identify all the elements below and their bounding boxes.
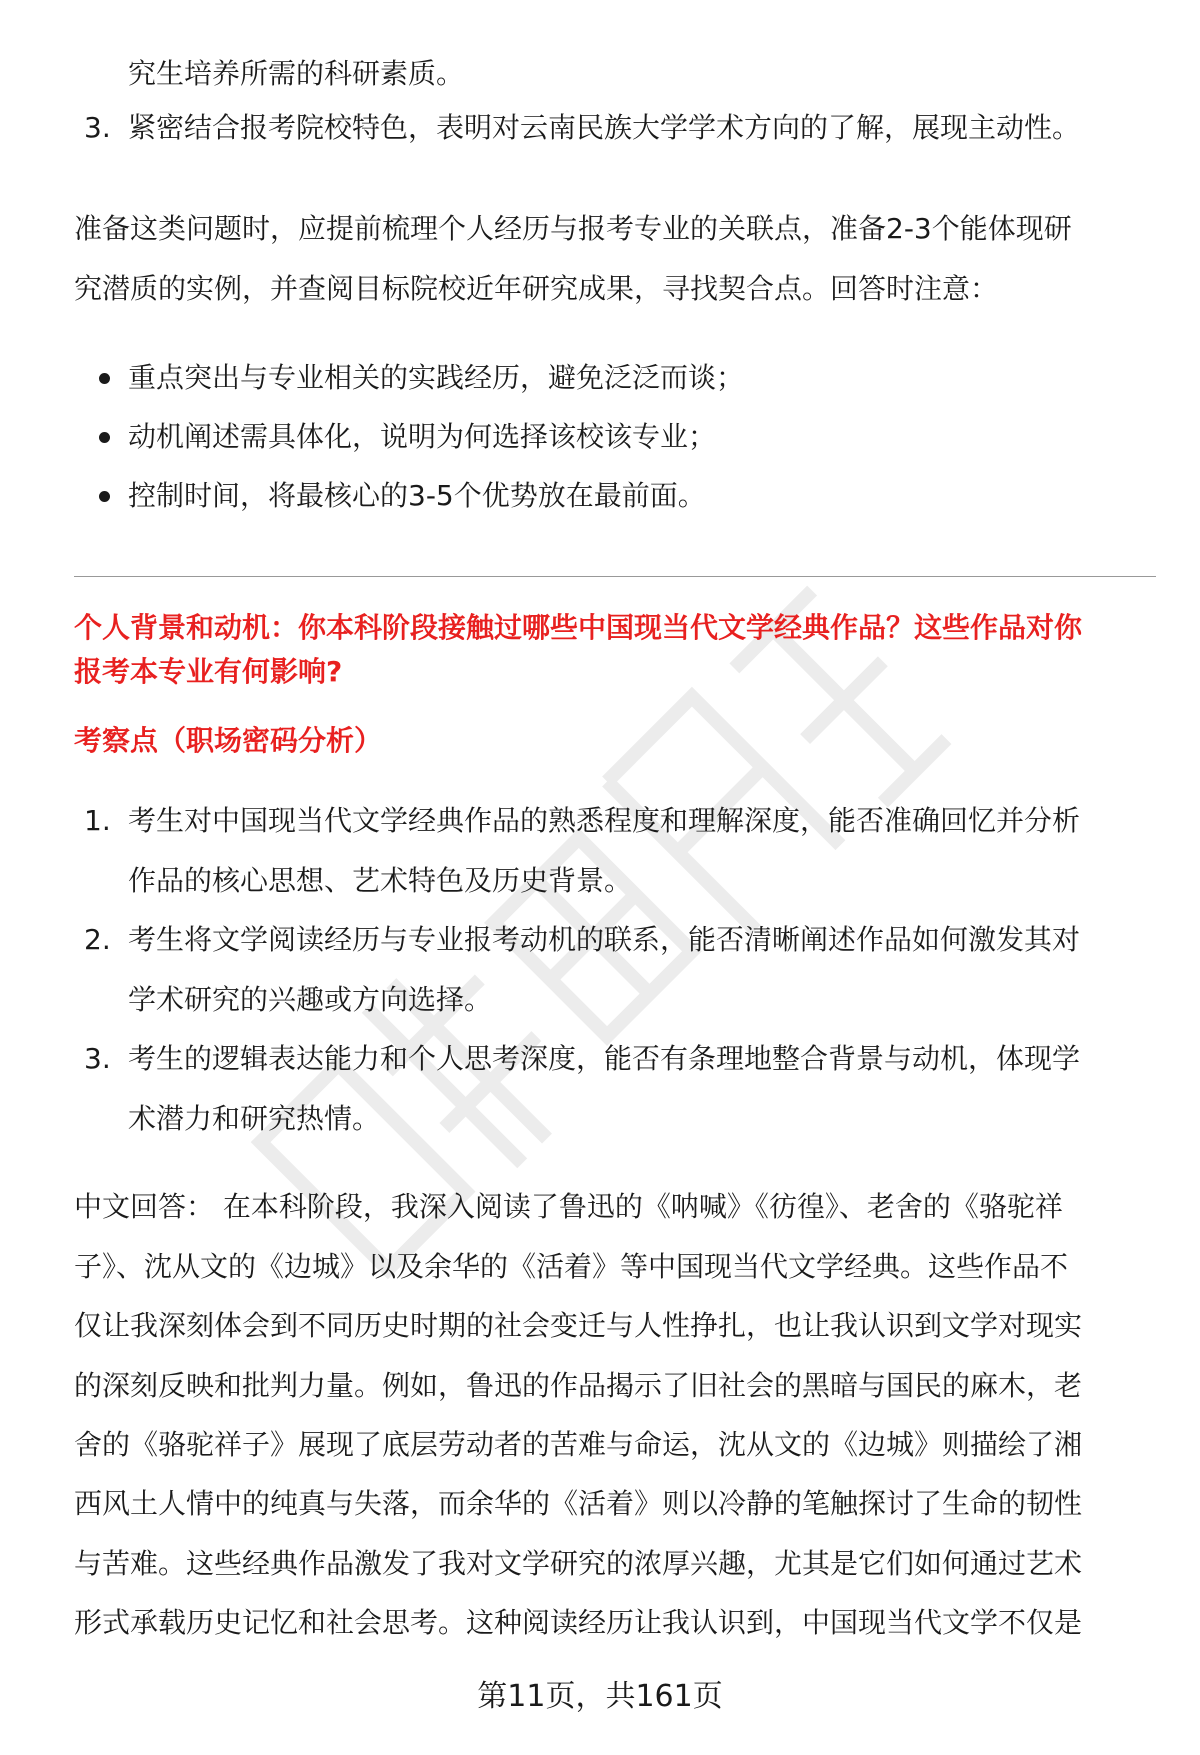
answer-line: 与苦难。这些经典作品激发了我对文学研究的浓厚兴趣，尤其是它们如何通过艺术 <box>74 1547 1083 1580</box>
list-item-line: 考生的逻辑表达能力和个人思考深度，能否有条理地整合背景与动机，体现学 <box>128 1042 1081 1075</box>
answer-line: 的深刻反映和批判力量。例如，鲁迅的作品揭示了旧社会的黑暗与国民的麻木，老 <box>74 1369 1083 1402</box>
bullet-item: 动机阐述需具体化，说明为何选择该校该专业； <box>128 420 717 453</box>
answer-line: 舍的《骆驼祥子》展现了底层劳动者的苦难与命运，沈从文的《边城》则描绘了湘 <box>74 1428 1083 1461</box>
list-number: 3. <box>84 1042 111 1075</box>
list-item-continuation: 究生培养所需的科研素质。 <box>128 57 465 90</box>
section-divider <box>74 576 1156 577</box>
answer-line: 中文回答： 在本科阶段，我深入阅读了鲁迅的《呐喊》《彷徨》、老舍的《骆驼祥 <box>74 1190 1063 1223</box>
list-item-line: 作品的核心思想、艺术特色及历史背景。 <box>128 864 633 897</box>
answer-line: 西风土人情中的纯真与失落，而余华的《活着》则以冷静的笔触探讨了生命的韧性 <box>74 1487 1083 1520</box>
list-item-text: 紧密结合报考院校特色，表明对云南民族大学学术方向的了解，展现主动性。 <box>128 111 1081 144</box>
list-item-line: 考生对中国现当代文学经典作品的熟悉程度和理解深度，能否准确回忆并分析 <box>128 804 1081 837</box>
bullet-dot <box>99 373 110 384</box>
list-number: 3. <box>84 111 111 144</box>
list-number: 1. <box>84 804 111 837</box>
page-footer: 第11页，共161页 <box>477 1679 723 1714</box>
list-item-line: 术潜力和研究热情。 <box>128 1102 381 1135</box>
paragraph-line: 准备这类问题时，应提前梳理个人经历与报考专业的关联点，准备2-3个能体现研 <box>74 212 1072 245</box>
answer-line: 仅让我深刻体会到不同历史时期的社会变迁与人性挣扎，也让我认识到文学对现实 <box>74 1309 1083 1342</box>
list-item-line: 考生将文学阅读经历与专业报考动机的联系，能否清晰阐述作品如何激发其对 <box>128 923 1081 956</box>
list-number: 2. <box>84 923 111 956</box>
list-item-line: 学术研究的兴趣或方向选择。 <box>128 983 493 1016</box>
bullet-item: 控制时间，将最核心的3-5个优势放在最前面。 <box>128 479 706 512</box>
answer-line: 形式承载历史记忆和社会思考。这种阅读经历让我认识到，中国现当代文学不仅是 <box>74 1606 1083 1639</box>
paragraph-line: 究潜质的实例，并查阅目标院校近年研究成果，寻找契合点。回答时注意： <box>74 272 999 305</box>
exam-points-title: 考察点（职场密码分析） <box>74 724 383 757</box>
bullet-dot <box>99 491 110 502</box>
bullet-dot <box>99 432 110 443</box>
question-heading-line: 报考本专业有何影响? <box>74 655 343 688</box>
question-heading-line: 个人背景和动机：你本科阶段接触过哪些中国现当代文学经典作品？这些作品对你 <box>74 611 1083 644</box>
answer-line: 子》、沈从文的《边城》以及余华的《活着》等中国现当代文学经典。这些作品不 <box>74 1250 1069 1283</box>
bullet-item: 重点突出与专业相关的实践经历，避免泛泛而谈； <box>128 361 745 394</box>
